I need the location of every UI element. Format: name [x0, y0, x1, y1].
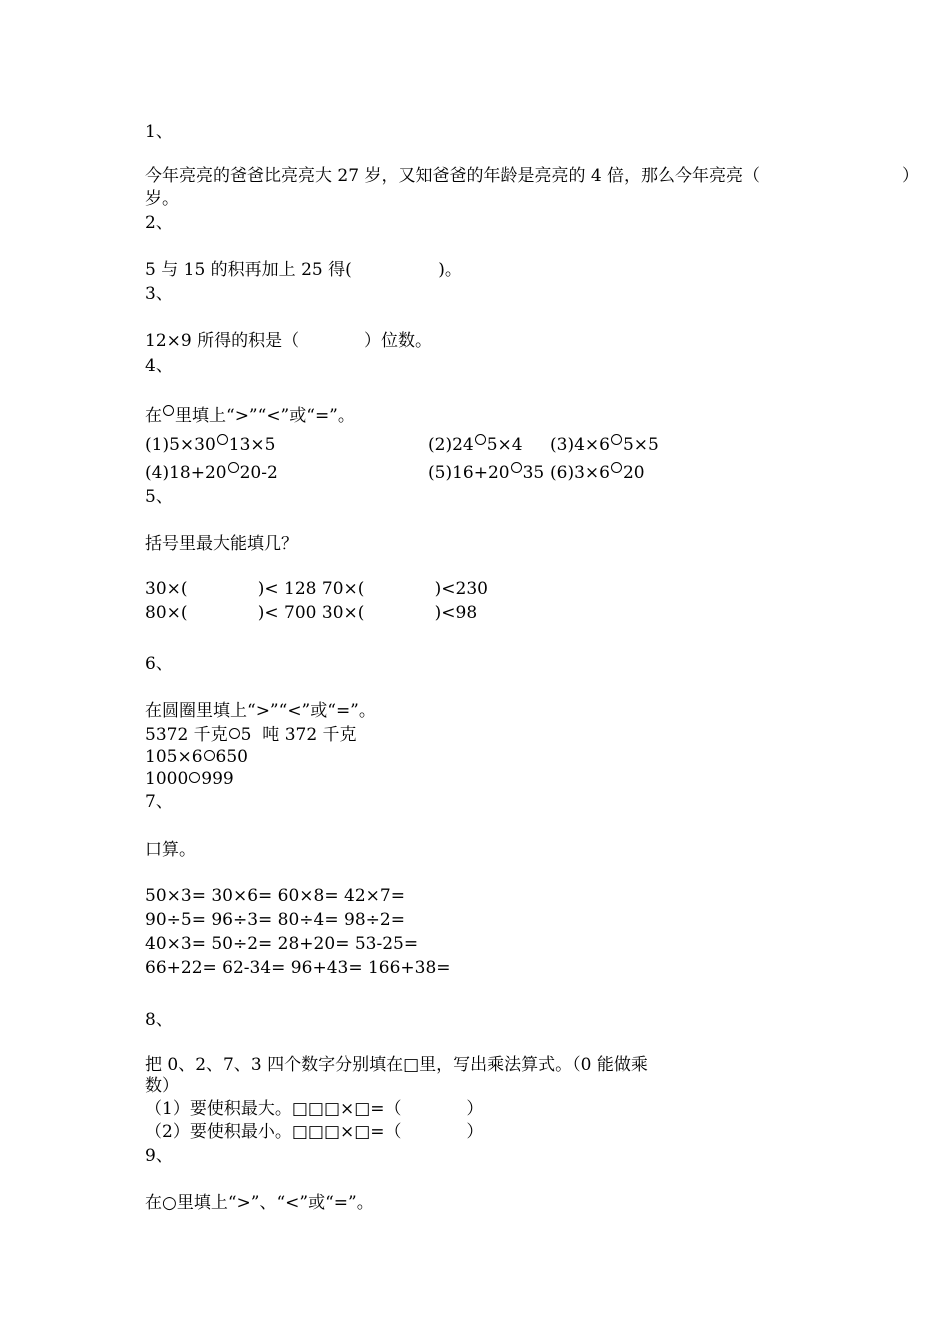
q4-number: 4、: [145, 356, 173, 376]
q4-item-2-right: 5×4: [486, 435, 523, 455]
q9-number: 9、: [145, 1146, 173, 1166]
circle-icon: [511, 462, 522, 473]
q5-number: 5、: [145, 487, 173, 507]
q8-item-1: （1）要使积最大。□□□×□=（ ）: [145, 1099, 484, 1119]
q6-line-3-right: 999: [201, 769, 234, 789]
q9-prompt: 在○里填上“>”、“<”或“=”。: [145, 1193, 374, 1213]
q4-item-1-left: (1)5×30: [145, 435, 216, 455]
circle-icon: [228, 462, 239, 473]
q4-item-6-left: (6)3×6: [550, 463, 610, 483]
q8-item-2: （2）要使积最小。□□□×□=（ ）: [145, 1122, 484, 1142]
q1-tail: 岁。: [145, 189, 179, 209]
q6-line-1-left: 5372 千克: [145, 725, 228, 745]
circle-icon: [611, 462, 622, 473]
q7-prompt: 口算。: [145, 840, 196, 860]
q4-item-3-left: (3)4×6: [550, 435, 610, 455]
circle-icon: [163, 405, 174, 416]
q6-line-2-right: 650: [215, 747, 248, 767]
q4-item-4-left: (4)18+20: [145, 463, 227, 483]
q8-prompt-2: 数）: [145, 1076, 179, 1096]
q5-prompt: 括号里最大能填几？: [145, 534, 298, 554]
q4-item-5: [428, 462, 544, 482]
q4-prompt-a: 在: [145, 406, 162, 426]
q4-item-4: [145, 462, 278, 482]
q8-prompt-1: 把 0、2、7、3 四个数字分别填在□里，写出乘法算式。（0 能做乘: [145, 1055, 648, 1075]
q4-item-1-right: 13×5: [228, 435, 276, 455]
q6-line-1-right: 5 吨 372 千克: [240, 725, 357, 745]
q4-item-4-right: 20-2: [239, 463, 278, 483]
q7-line-3: 40×3= 50÷2= 28+20= 53-25=: [145, 934, 419, 954]
q3-text: 12×9 所得的积是（ ）位数。: [145, 331, 432, 351]
q4-item-1: [145, 434, 275, 454]
q6-number: 6、: [145, 654, 173, 674]
q5-line-1: 30×( )< 128 70×( )<230: [145, 579, 488, 599]
q2-text: 5 与 15 的积再加上 25 得( )。: [145, 260, 462, 280]
q6-prompt: 在圆圈里填上“>”“<”或“=”。: [145, 701, 376, 721]
q4-item-2: [428, 434, 523, 454]
q2-number: 2、: [145, 213, 173, 233]
q7-line-1: 50×3= 30×6= 60×8= 42×7=: [145, 886, 405, 906]
q7-line-4: 66+22= 62-34= 96+43= 166+38=: [145, 958, 451, 978]
q5-line-2: 80×( )< 700 30×( )<98: [145, 603, 478, 623]
q6-line-3-left: 1000: [145, 769, 189, 789]
circle-icon: [611, 434, 622, 445]
q4-item-3: [550, 434, 659, 454]
q4-prompt: [145, 405, 355, 425]
circle-icon: [475, 434, 486, 445]
circle-icon: [204, 750, 215, 761]
q4-item-6-right: 20: [622, 463, 645, 483]
q7-number: 7、: [145, 792, 173, 812]
q6-line-2: [145, 747, 248, 767]
q6-line-2-left: 105×6: [145, 747, 203, 767]
q4-item-3-right: 5×5: [622, 435, 659, 455]
q4-item-5-right: 35: [522, 463, 545, 483]
q4-item-6: [550, 462, 645, 482]
q1-text: 今年亮亮的爸爸比亮亮大 27 岁，又知爸爸的年龄是亮亮的 4 倍，那么今年亮亮（: [145, 166, 761, 186]
q4-item-2-left: (2)24: [428, 435, 474, 455]
q7-line-2: 90÷5= 96÷3= 80÷4= 98÷2=: [145, 910, 405, 930]
circle-icon: [189, 772, 200, 783]
q4-prompt-b: 里填上“>”“<”或“=”。: [175, 406, 355, 426]
q1-number: 1、: [145, 122, 173, 142]
q4-item-5-left: (5)16+20: [428, 463, 510, 483]
circle-icon: [217, 434, 228, 445]
circle-icon: [229, 728, 240, 739]
q6-line-1: [145, 725, 357, 745]
q1-close-paren: ）: [902, 166, 919, 186]
q8-number: 8、: [145, 1010, 173, 1030]
q6-line-3: [145, 769, 234, 789]
q3-number: 3、: [145, 284, 173, 304]
